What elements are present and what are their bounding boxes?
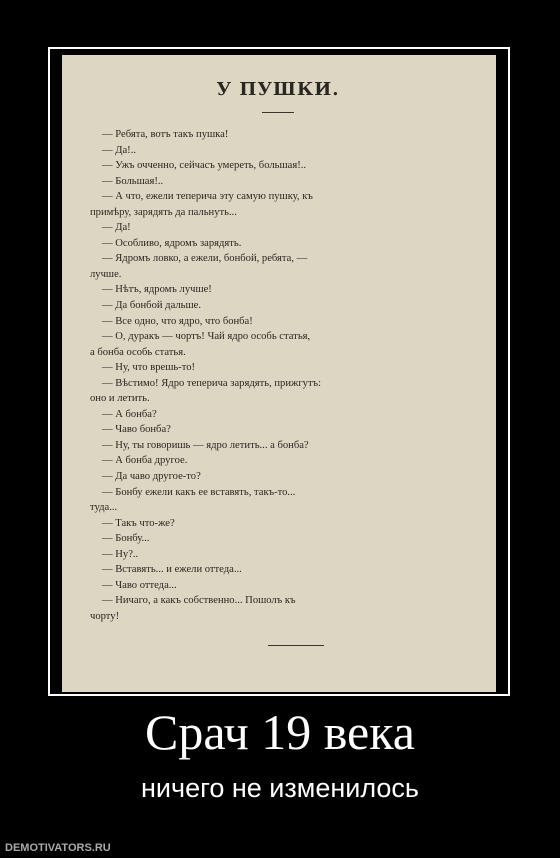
dialogue-line: — Большая!.. <box>102 175 164 187</box>
dialogue-line: — Да! <box>102 222 131 234</box>
heading-divider <box>262 112 294 113</box>
dialogue-line: — Да бонбой дальше. <box>102 300 201 312</box>
poster-title: Срач 19 века <box>145 704 415 760</box>
dialogue-line: — Такъ что-же? <box>102 517 175 529</box>
dialogue-line: — Ребята, вотъ такъ пушка! <box>102 129 229 140</box>
dialogue-line: — Ядромъ ловко, а ежели, бонбой, ребята, — <box>102 253 308 265</box>
dialogue-line: лучше. <box>90 268 122 280</box>
dialogue-line: — Ну, что врешь-то! <box>102 362 196 374</box>
end-divider <box>268 645 324 646</box>
dialogue-text <box>90 127 466 625</box>
dialogue-line: — А бонба? <box>102 408 157 420</box>
dialogue-line: чорту! <box>90 610 120 622</box>
dialogue-line: — Ничаго, а какъ собственно... Пошолъ къ <box>102 595 296 607</box>
scanned-page <box>62 55 496 692</box>
dialogue-line: — Да!.. <box>102 144 136 156</box>
dialogue-line: — Чаво оттеда... <box>102 579 177 591</box>
dialogue-line: — А что, ежели теперича эту самую пушку, къ <box>102 191 313 203</box>
dialogue-line: примѣру, зарядять да пальнуть... <box>90 206 237 218</box>
dialogue-line: оно и летить. <box>90 393 150 405</box>
page-heading: У ПУШКИ. <box>216 79 340 100</box>
dialogue-line: — Да чаво другое-то? <box>102 471 201 483</box>
dialogue-line: — А бонба другое. <box>102 455 188 467</box>
dialogue-line: — О, дуракъ — чортъ! Чай ядро особь статья, <box>102 331 311 343</box>
site-watermark[interactable]: DEMOTIVATORS.RU <box>5 842 111 854</box>
dialogue-line: — Особливо, ядромъ зарядять. <box>102 237 242 249</box>
dialogue-line: а бонба особь статья. <box>90 346 186 358</box>
dialogue-line: — Все одно, что ядро, что бонба! <box>102 315 253 327</box>
poster-subtitle: ничего не изменилось <box>141 773 419 803</box>
dialogue-line: — Бонбу... <box>102 533 150 545</box>
dialogue-line: — Вѣстимо! Ядро теперича зарядять, прижгутъ: <box>102 377 322 389</box>
dialogue-line: туда... <box>90 502 118 514</box>
dialogue-line: — Бонбу ежели какъ ее вставять, такъ-то... <box>102 486 296 498</box>
dialogue-line: — Ужъ очченно, сейчасъ умереть, большая!.. <box>102 160 307 172</box>
dialogue-line: — Нѣтъ, ядромъ лучше! <box>102 284 212 296</box>
dialogue-line: — Чаво бонба? <box>102 424 171 436</box>
dialogue-line: — Ну, ты говоришь — ядро летить... а бонба? <box>102 439 309 451</box>
dialogue-line: — Ну?.. <box>102 548 139 560</box>
dialogue-line: — Вставять... и ежели оттеда... <box>102 564 242 576</box>
